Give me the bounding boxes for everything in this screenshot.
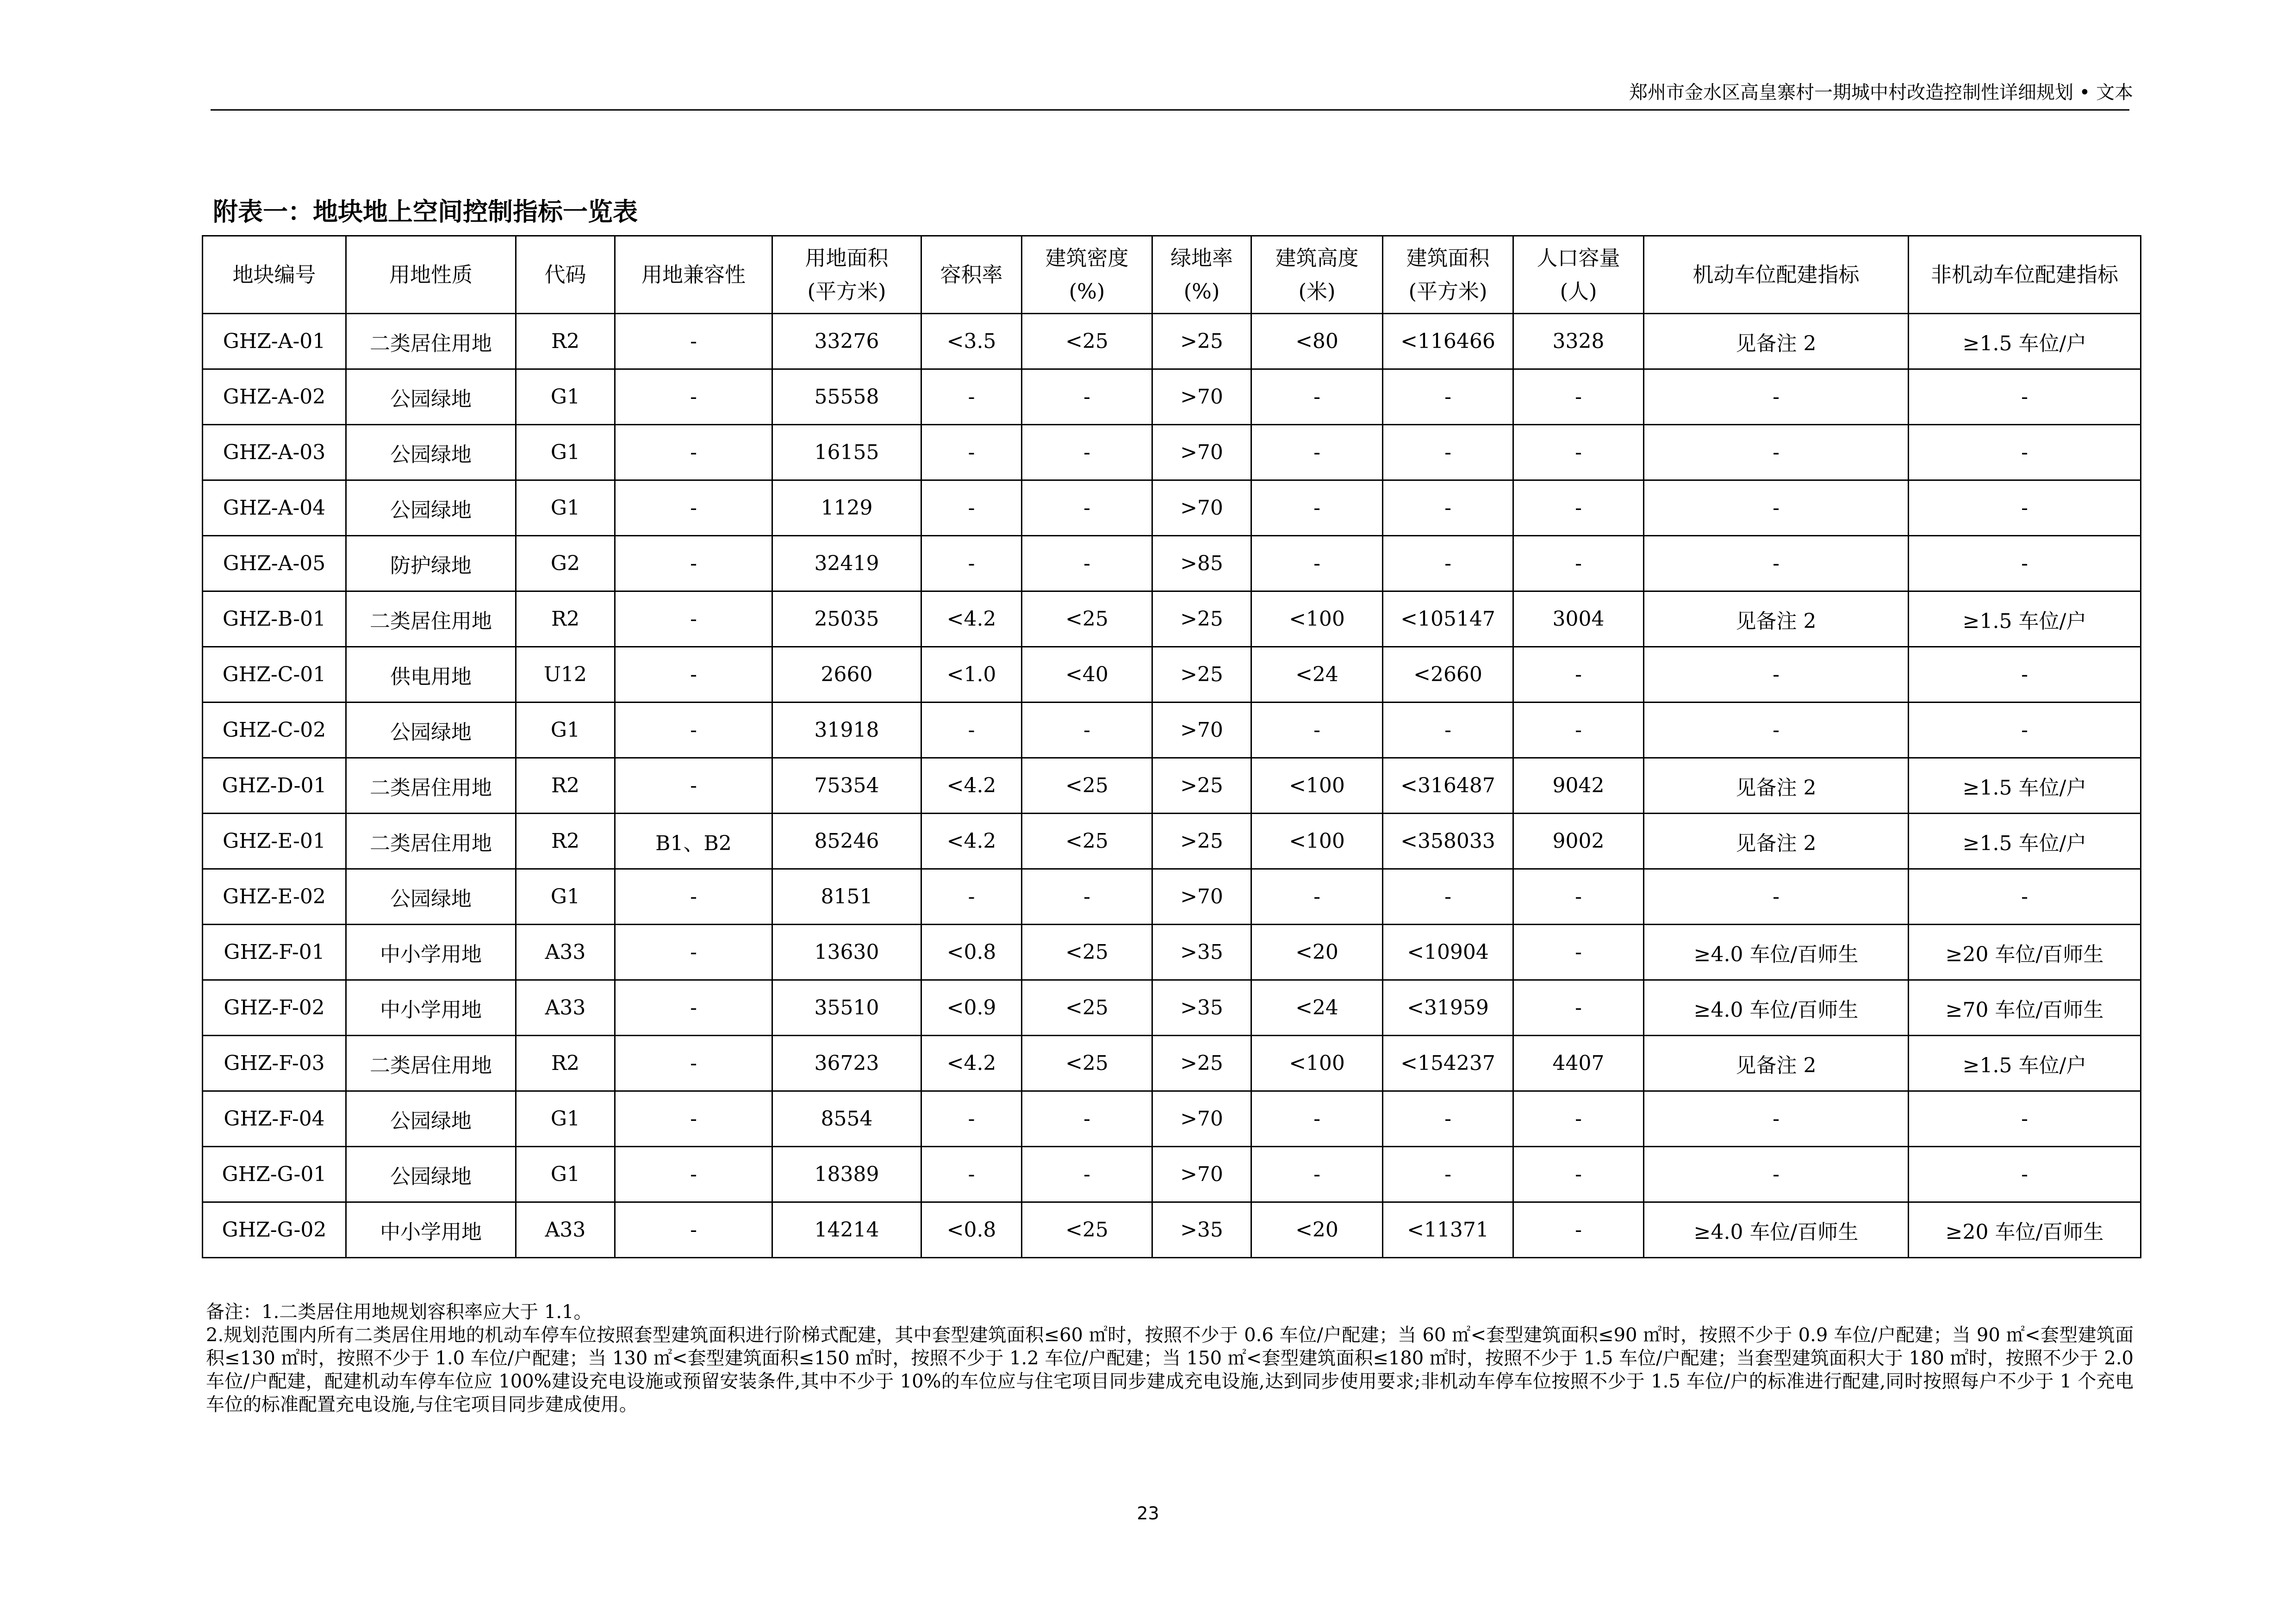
table-cell: ≥1.5 车位/户 (1909, 1036, 2141, 1091)
header-divider (211, 109, 2129, 111)
table-cell: 25035 (772, 591, 921, 647)
table-cell: <100 (1251, 814, 1383, 869)
column-header: 建筑密度 (%) (1022, 236, 1152, 314)
table-cell: - (1022, 1147, 1152, 1202)
table-cell: - (1022, 869, 1152, 925)
table-row (203, 1036, 2141, 1091)
table-cell: >25 (1152, 1036, 1251, 1091)
notes-section (206, 1300, 2134, 1416)
table-cell: 见备注 2 (1644, 1036, 1909, 1091)
column-header: 地块编号 (203, 236, 346, 314)
table-cell: - (1513, 425, 1644, 480)
table-cell: 55558 (772, 369, 921, 425)
document-header-title: 郑州市金水区高皇寨村一期城中村改造控制性详细规划 • 文本 (1629, 82, 2133, 103)
table-cell: GHZ-F-03 (203, 1036, 346, 1091)
table-cell: 公园绿地 (346, 1147, 516, 1202)
table-cell: - (1644, 369, 1909, 425)
table-cell: 1129 (772, 480, 921, 536)
table-cell: - (1022, 425, 1152, 480)
table-cell: - (1022, 1091, 1152, 1147)
table-cell: <25 (1022, 814, 1152, 869)
table-cell: 公园绿地 (346, 703, 516, 758)
table-row (203, 591, 2141, 647)
table-cell: - (921, 703, 1022, 758)
table-cell: 见备注 2 (1644, 758, 1909, 814)
table-cell: ≥1.5 车位/户 (1909, 591, 2141, 647)
table-cell: 35510 (772, 980, 921, 1036)
table-cell: 32419 (772, 536, 921, 591)
table-cell: - (1022, 369, 1152, 425)
table-cell: GHZ-B-01 (203, 591, 346, 647)
table-cell: - (1383, 703, 1513, 758)
table-cell: - (1513, 869, 1644, 925)
table-cell: - (1644, 1147, 1909, 1202)
table-cell: - (1022, 480, 1152, 536)
table-cell: G1 (516, 703, 615, 758)
table-cell: GHZ-A-04 (203, 480, 346, 536)
table-cell: - (1644, 869, 1909, 925)
table-cell: <105147 (1383, 591, 1513, 647)
table-cell: - (615, 758, 772, 814)
column-header: 用地性质 (346, 236, 516, 314)
table-cell: 二类居住用地 (346, 314, 516, 369)
table-cell: 2660 (772, 647, 921, 703)
table-cell: <25 (1022, 314, 1152, 369)
table-cell: >25 (1152, 647, 1251, 703)
table-cell: 16155 (772, 425, 921, 480)
table-cell: 9042 (1513, 758, 1644, 814)
table-cell: - (1644, 536, 1909, 591)
table-cell: <3.5 (921, 314, 1022, 369)
table-cell: <358033 (1383, 814, 1513, 869)
table-cell: A33 (516, 980, 615, 1036)
table-cell: - (1644, 647, 1909, 703)
table-cell: - (1251, 703, 1383, 758)
table-cell: <25 (1022, 980, 1152, 1036)
table-cell: <0.9 (921, 980, 1022, 1036)
table-cell: <20 (1251, 1202, 1383, 1258)
table-cell: >70 (1152, 1091, 1251, 1147)
table-cell: >70 (1152, 869, 1251, 925)
table-cell: 8554 (772, 1091, 921, 1147)
table-cell: - (1513, 1202, 1644, 1258)
table-cell: - (1251, 425, 1383, 480)
table-row (203, 1202, 2141, 1258)
table-cell: - (1513, 647, 1644, 703)
table-cell: 中小学用地 (346, 1202, 516, 1258)
table-cell: U12 (516, 647, 615, 703)
table-cell: ≥70 车位/百师生 (1909, 980, 2141, 1036)
table-cell: GHZ-F-01 (203, 925, 346, 980)
table-cell: GHZ-C-02 (203, 703, 346, 758)
table-row (203, 703, 2141, 758)
table-cell: - (1513, 480, 1644, 536)
table-cell: <2660 (1383, 647, 1513, 703)
table-cell: 见备注 2 (1644, 814, 1909, 869)
table-cell: >25 (1152, 814, 1251, 869)
table-cell: >70 (1152, 703, 1251, 758)
table-cell: GHZ-E-02 (203, 869, 346, 925)
table-cell: - (615, 703, 772, 758)
table-cell: GHZ-G-02 (203, 1202, 346, 1258)
table-cell: ≥1.5 车位/户 (1909, 314, 2141, 369)
table-cell: R2 (516, 814, 615, 869)
table-title: 附表一：地块地上空间控制指标一览表 (213, 197, 638, 226)
table-cell: - (1909, 536, 2141, 591)
table-cell: <4.2 (921, 1036, 1022, 1091)
table-cell: B1、B2 (615, 814, 772, 869)
table-row (203, 647, 2141, 703)
table-cell: G1 (516, 480, 615, 536)
table-cell: - (615, 425, 772, 480)
table-cell: - (615, 869, 772, 925)
table-cell: - (1644, 703, 1909, 758)
table-cell: - (921, 1091, 1022, 1147)
table-cell: - (1022, 703, 1152, 758)
table-cell: 13630 (772, 925, 921, 980)
table-cell: GHZ-F-04 (203, 1091, 346, 1147)
table-cell: GHZ-G-01 (203, 1147, 346, 1202)
table-cell: >25 (1152, 591, 1251, 647)
table-cell: R2 (516, 1036, 615, 1091)
table-cell: <25 (1022, 591, 1152, 647)
column-header: 非机动车位配建指标 (1909, 236, 2141, 314)
table-cell: - (921, 1147, 1022, 1202)
table-cell: 防护绿地 (346, 536, 516, 591)
column-header: 用地面积 (平方米) (772, 236, 921, 314)
table-cell: 9002 (1513, 814, 1644, 869)
table-cell: 公园绿地 (346, 369, 516, 425)
table-cell: - (1022, 536, 1152, 591)
table-cell: >70 (1152, 369, 1251, 425)
table-cell: - (1251, 1091, 1383, 1147)
table-cell: - (615, 980, 772, 1036)
table-row (203, 480, 2141, 536)
table-cell: - (615, 369, 772, 425)
table-cell: - (615, 647, 772, 703)
table-cell: 公园绿地 (346, 1091, 516, 1147)
table-cell: - (1909, 703, 2141, 758)
table-row (203, 758, 2141, 814)
table-cell: ≥4.0 车位/百师生 (1644, 1202, 1909, 1258)
table-cell: >35 (1152, 980, 1251, 1036)
table-row (203, 980, 2141, 1036)
table-cell: <24 (1251, 647, 1383, 703)
table-cell: - (1251, 869, 1383, 925)
table-cell: G2 (516, 536, 615, 591)
column-header: 机动车位配建指标 (1644, 236, 1909, 314)
page-number: 23 (1137, 1503, 1159, 1524)
column-header: 容积率 (921, 236, 1022, 314)
table-cell: <25 (1022, 758, 1152, 814)
table-cell: - (1513, 1091, 1644, 1147)
table-cell: - (1909, 1091, 2141, 1147)
table-cell: 中小学用地 (346, 980, 516, 1036)
table-cell: <40 (1022, 647, 1152, 703)
column-header: 人口容量 (人) (1513, 236, 1644, 314)
table-cell: ≥20 车位/百师生 (1909, 1202, 2141, 1258)
table-cell: <25 (1022, 1202, 1152, 1258)
table-cell: >35 (1152, 1202, 1251, 1258)
table-cell: R2 (516, 314, 615, 369)
table-cell: >25 (1152, 758, 1251, 814)
table-cell: ≥20 车位/百师生 (1909, 925, 2141, 980)
table-cell: - (1251, 480, 1383, 536)
table-cell: 公园绿地 (346, 425, 516, 480)
table-cell: - (1644, 1091, 1909, 1147)
table-cell: <0.8 (921, 925, 1022, 980)
table-cell: G1 (516, 869, 615, 925)
table-cell: 供电用地 (346, 647, 516, 703)
table-cell: GHZ-A-01 (203, 314, 346, 369)
table-cell: G1 (516, 1147, 615, 1202)
table-cell: >35 (1152, 925, 1251, 980)
table-cell: 见备注 2 (1644, 591, 1909, 647)
column-header: 建筑高度 (米) (1251, 236, 1383, 314)
table-cell: <1.0 (921, 647, 1022, 703)
table-cell: - (1383, 425, 1513, 480)
table-cell: - (921, 369, 1022, 425)
table-cell: - (1383, 1147, 1513, 1202)
table-cell: GHZ-A-03 (203, 425, 346, 480)
table-cell: 二类居住用地 (346, 591, 516, 647)
table-cell: - (1513, 1147, 1644, 1202)
table-cell: <4.2 (921, 758, 1022, 814)
table-cell: >70 (1152, 425, 1251, 480)
table-cell: - (1909, 480, 2141, 536)
table-cell: - (1383, 536, 1513, 591)
table-cell: 3004 (1513, 591, 1644, 647)
table-cell: <100 (1251, 1036, 1383, 1091)
table-row (203, 1147, 2141, 1202)
table-cell: A33 (516, 925, 615, 980)
table-row (203, 314, 2141, 369)
table-cell: - (1909, 369, 2141, 425)
table-cell: ≥1.5 车位/户 (1909, 758, 2141, 814)
table-cell: <80 (1251, 314, 1383, 369)
table-cell: - (615, 314, 772, 369)
table-cell: GHZ-E-01 (203, 814, 346, 869)
table-cell: - (1251, 536, 1383, 591)
table-cell: - (1513, 536, 1644, 591)
table-cell: - (1909, 425, 2141, 480)
table-cell: - (1513, 369, 1644, 425)
table-cell: <4.2 (921, 814, 1022, 869)
table-cell: - (1513, 703, 1644, 758)
table-cell: 二类居住用地 (346, 814, 516, 869)
table-cell: GHZ-C-01 (203, 647, 346, 703)
table-cell: <100 (1251, 591, 1383, 647)
table-cell: 8151 (772, 869, 921, 925)
table-cell: >25 (1152, 314, 1251, 369)
table-cell: <116466 (1383, 314, 1513, 369)
table-cell: <24 (1251, 980, 1383, 1036)
table-row (203, 814, 2141, 869)
table-cell: - (921, 869, 1022, 925)
table-row (203, 925, 2141, 980)
table-cell: 33276 (772, 314, 921, 369)
table-cell: - (1513, 925, 1644, 980)
column-header: 建筑面积 (平方米) (1383, 236, 1513, 314)
table-cell: <100 (1251, 758, 1383, 814)
table-cell: - (1513, 980, 1644, 1036)
table-cell: >70 (1152, 480, 1251, 536)
table-cell: 见备注 2 (1644, 314, 1909, 369)
table-cell: - (615, 1091, 772, 1147)
table-cell: 14214 (772, 1202, 921, 1258)
table-cell: >70 (1152, 1147, 1251, 1202)
table-cell: GHZ-F-02 (203, 980, 346, 1036)
table-cell: - (1251, 369, 1383, 425)
table-header-row (203, 236, 2141, 314)
table-cell: GHZ-A-02 (203, 369, 346, 425)
table-cell: <10904 (1383, 925, 1513, 980)
table-cell: - (615, 1202, 772, 1258)
table-cell: 3328 (1513, 314, 1644, 369)
table-cell: - (1909, 1147, 2141, 1202)
table-cell: - (1909, 647, 2141, 703)
table-row (203, 1091, 2141, 1147)
table-cell: <20 (1251, 925, 1383, 980)
table-cell: 4407 (1513, 1036, 1644, 1091)
table-cell: >85 (1152, 536, 1251, 591)
table-cell: - (1383, 1091, 1513, 1147)
table-cell: 75354 (772, 758, 921, 814)
table-cell: - (1383, 869, 1513, 925)
table-cell: A33 (516, 1202, 615, 1258)
table-cell: <25 (1022, 925, 1152, 980)
table-cell: <0.8 (921, 1202, 1022, 1258)
table-cell: R2 (516, 758, 615, 814)
table-body (203, 314, 2141, 1258)
table-cell: G1 (516, 369, 615, 425)
column-header: 绿地率 (%) (1152, 236, 1251, 314)
table-cell: ≥4.0 车位/百师生 (1644, 925, 1909, 980)
table-cell: GHZ-A-05 (203, 536, 346, 591)
table-cell: - (921, 480, 1022, 536)
note-1: 备注：1.二类居住用地规划容积率应大于 1.1。 (206, 1301, 592, 1323)
table-cell: <31959 (1383, 980, 1513, 1036)
table-cell: - (1644, 425, 1909, 480)
table-cell: - (615, 1147, 772, 1202)
table-cell: R2 (516, 591, 615, 647)
table-cell: 中小学用地 (346, 925, 516, 980)
table-cell: 85246 (772, 814, 921, 869)
table-cell: - (615, 1036, 772, 1091)
table-cell: ≥1.5 车位/户 (1909, 814, 2141, 869)
table-cell: - (1251, 1147, 1383, 1202)
note-2: 2.规划范围内所有二类居住用地的机动车停车位按照套型建筑面积进行阶梯式配建，其中套型建筑面积≤60 ㎡时，按照不少于 0.6 车位/户配建；当 60 ㎡<套型建筑面积≤90 ㎡时，按照不少于 0.9 车位/户配建；当 90 ㎡<套型建筑面积≤130 ㎡时，按照不少于 1.0 车位/户配建；当 130 ㎡<套型建筑面积≤150 ㎡时，按照不少于 1.2 车位/户配建；当 150 ㎡<套型建筑面积≤180 ㎡时，按照不少于 1.5 车位/户配建；当套型建筑面积大于 180 ㎡时，按照不少于 2.0 车位/户配建，配建机动车停车位应 100%建设充电设施或预留安装条件,其中不少于 10%的车位应与住宅项目同步建成充电设施,达到同步使用要求;非机动车停车位按照不少于 1.5 车位/户的标准进行配建,同时按照每户不少于 1 个充电车位的标准配置充电设施,与住宅项目同步建成使用。 (206, 1325, 2134, 1415)
table-cell: <316487 (1383, 758, 1513, 814)
table-cell: 公园绿地 (346, 480, 516, 536)
table-cell: 31918 (772, 703, 921, 758)
table-cell: 二类居住用地 (346, 758, 516, 814)
table-cell: 公园绿地 (346, 869, 516, 925)
table-cell: - (615, 925, 772, 980)
table-row (203, 425, 2141, 480)
table-row (203, 536, 2141, 591)
table-cell: 二类居住用地 (346, 1036, 516, 1091)
table-row (203, 869, 2141, 925)
table-cell: - (615, 591, 772, 647)
table-cell: - (1383, 369, 1513, 425)
control-indicators-table (202, 235, 2141, 1258)
table-cell: - (615, 536, 772, 591)
table-cell: - (1909, 869, 2141, 925)
table-cell: GHZ-D-01 (203, 758, 346, 814)
table-cell: G1 (516, 425, 615, 480)
table-cell: 36723 (772, 1036, 921, 1091)
table-cell: - (1644, 480, 1909, 536)
table-cell: <4.2 (921, 591, 1022, 647)
table-cell: ≥4.0 车位/百师生 (1644, 980, 1909, 1036)
column-header: 代码 (516, 236, 615, 314)
table-cell: 18389 (772, 1147, 921, 1202)
table-cell: - (615, 480, 772, 536)
table-cell: - (921, 536, 1022, 591)
table-cell: G1 (516, 1091, 615, 1147)
table-cell: <25 (1022, 1036, 1152, 1091)
column-header: 用地兼容性 (615, 236, 772, 314)
table-cell: - (1383, 480, 1513, 536)
table-cell: <154237 (1383, 1036, 1513, 1091)
table-cell: - (921, 425, 1022, 480)
table-row (203, 369, 2141, 425)
table-cell: <11371 (1383, 1202, 1513, 1258)
